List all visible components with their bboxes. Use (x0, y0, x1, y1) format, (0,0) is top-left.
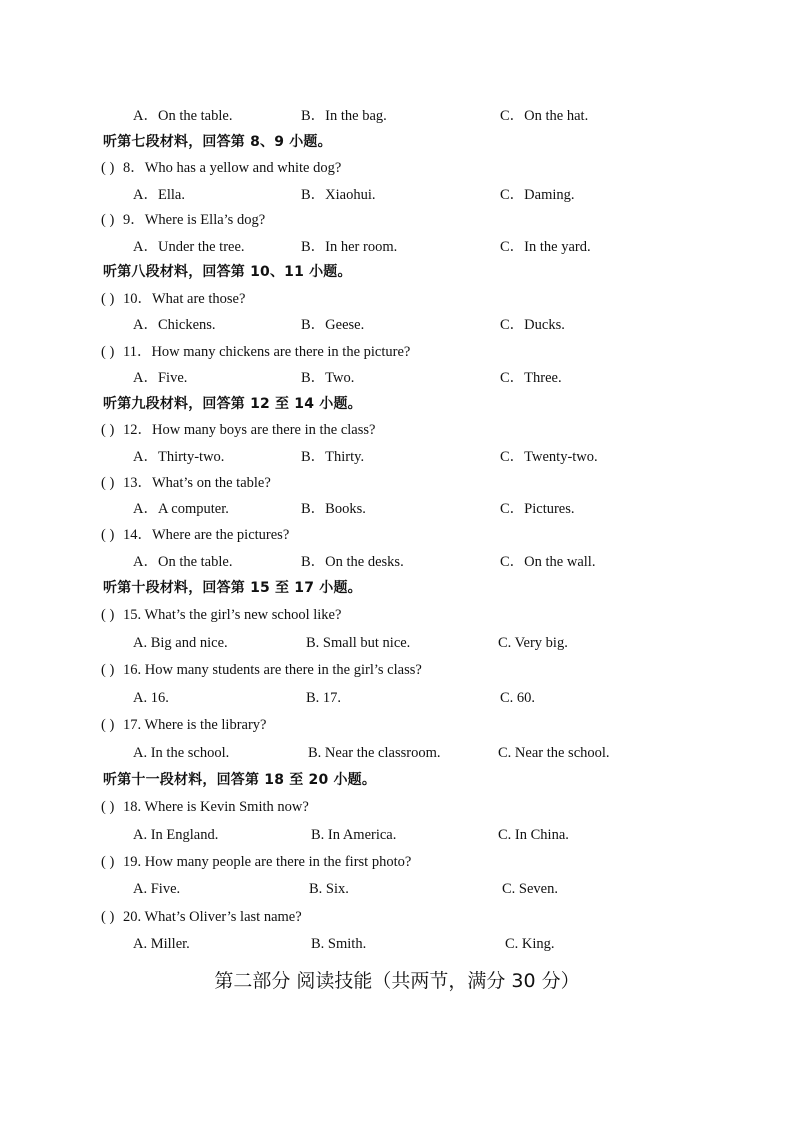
question-15 (0, 603, 794, 627)
option-b: B. Near the classroom. (308, 745, 441, 761)
option-a: A．Chickens. (133, 317, 216, 333)
question-text: 13．What’s on the table? (123, 475, 271, 491)
answer-blank[interactable]: ( ) (101, 909, 115, 925)
option-b: B．Geese. (301, 317, 365, 333)
option-b: B. Small but nice. (306, 635, 411, 651)
option-a: A. 16. (133, 690, 169, 706)
question-13 (0, 471, 794, 495)
options-row (0, 550, 794, 574)
option-b: B. Smith. (311, 936, 367, 952)
option-a: A．A computer. (133, 501, 229, 517)
section-header: 听第七段材料，回答第 8、9 小题。 (103, 134, 332, 150)
options-row (0, 823, 794, 847)
question-16 (0, 658, 794, 682)
options-row (0, 235, 794, 259)
options-row (0, 313, 794, 337)
answer-blank[interactable]: ( ) (101, 717, 115, 733)
question-text: 12．How many boys are there in the class? (123, 422, 376, 438)
answer-blank[interactable]: ( ) (101, 475, 115, 491)
answer-blank[interactable]: ( ) (101, 662, 115, 678)
question-text: 10．What are those? (123, 291, 246, 307)
options-row (0, 183, 794, 207)
section-header: 听第八段材料，回答第 10、11 小题。 (103, 264, 352, 280)
question-18 (0, 795, 794, 819)
option-c: C．Ducks. (500, 317, 565, 333)
option-a: A. Five. (133, 881, 181, 897)
option-c: C．In the yard. (500, 239, 591, 255)
question-text: 16. How many students are there in the girl’s class? (123, 662, 422, 678)
question-10 (0, 287, 794, 311)
options-row (0, 104, 794, 128)
options-row (0, 741, 794, 765)
question-text: 18. Where is Kevin Smith now? (123, 799, 309, 815)
option-c: C. Near the school. (498, 745, 610, 761)
question-19 (0, 850, 794, 874)
option-a: A．On the table. (133, 108, 233, 124)
option-c: C. King. (505, 936, 555, 952)
option-b: B．Books. (301, 501, 366, 517)
question-text: 20. What’s Oliver’s last name? (123, 909, 302, 925)
part-title: 第二部分 阅读技能（共两节，满分 30 分） (214, 970, 580, 992)
option-c: C．Daming. (500, 187, 575, 203)
option-a: A．Thirty-two. (133, 449, 225, 465)
option-a: A．On the table. (133, 554, 233, 570)
option-c: C．On the wall. (500, 554, 596, 570)
answer-blank[interactable]: ( ) (101, 291, 115, 307)
question-12 (0, 418, 794, 442)
question-11 (0, 340, 794, 364)
answer-blank[interactable]: ( ) (101, 607, 115, 623)
option-b: B．In her room. (301, 239, 398, 255)
answer-blank[interactable]: ( ) (101, 799, 115, 815)
answer-blank[interactable]: ( ) (101, 212, 115, 228)
option-c: C．Three. (500, 370, 562, 386)
answer-blank[interactable]: ( ) (101, 422, 115, 438)
options-row (0, 497, 794, 521)
options-row (0, 366, 794, 390)
option-b: B．On the desks. (301, 554, 404, 570)
question-text: 8．Who has a yellow and white dog? (123, 160, 342, 176)
question-14 (0, 523, 794, 547)
options-row (0, 631, 794, 655)
option-a: A．Under the tree. (133, 239, 245, 255)
question-text: 14．Where are the pictures? (123, 527, 290, 543)
option-a: A．Ella. (133, 187, 185, 203)
option-c: C．On the hat. (500, 108, 589, 124)
option-b: B．In the bag. (301, 108, 387, 124)
option-a: A. In England. (133, 827, 219, 843)
option-b: B. In America. (311, 827, 397, 843)
question-8 (0, 156, 794, 180)
section-header: 听第十一段材料，回答第 18 至 20 小题。 (103, 772, 377, 788)
question-text: 19. How many people are there in the first photo? (123, 854, 412, 870)
question-text: 15. What’s the girl’s new school like? (123, 607, 342, 623)
question-9 (0, 208, 794, 232)
options-row (0, 877, 794, 901)
answer-blank[interactable]: ( ) (101, 854, 115, 870)
option-b: B．Xiaohui. (301, 187, 376, 203)
option-b: B．Thirty. (301, 449, 365, 465)
section-header: 听第九段材料，回答第 12 至 14 小题。 (103, 396, 362, 412)
options-row (0, 686, 794, 710)
answer-blank[interactable]: ( ) (101, 160, 115, 176)
answer-blank[interactable]: ( ) (101, 344, 115, 360)
option-c: C．Pictures. (500, 501, 575, 517)
option-a: A. Big and nice. (133, 635, 228, 651)
option-c: C. Seven. (502, 881, 558, 897)
option-c: C. 60. (500, 690, 536, 706)
option-b: B. 17. (306, 690, 342, 706)
section-header: 听第十段材料，回答第 15 至 17 小题。 (103, 580, 362, 596)
option-a: A．Five. (133, 370, 188, 386)
option-c: C. In China. (498, 827, 569, 843)
option-c: C. Very big. (498, 635, 568, 651)
answer-blank[interactable]: ( ) (101, 527, 115, 543)
option-b: B．Two. (301, 370, 355, 386)
question-text: 17. Where is the library? (123, 717, 267, 733)
option-a: A. In the school. (133, 745, 230, 761)
option-b: B. Six. (309, 881, 349, 897)
options-row (0, 932, 794, 956)
question-text: 11．How many chickens are there in the picture? (123, 344, 411, 360)
option-a: A. Miller. (133, 936, 190, 952)
question-17 (0, 713, 794, 737)
question-20 (0, 905, 794, 929)
options-row (0, 445, 794, 469)
option-c: C．Twenty-two. (500, 449, 598, 465)
question-text: 9．Where is Ella’s dog? (123, 212, 266, 228)
